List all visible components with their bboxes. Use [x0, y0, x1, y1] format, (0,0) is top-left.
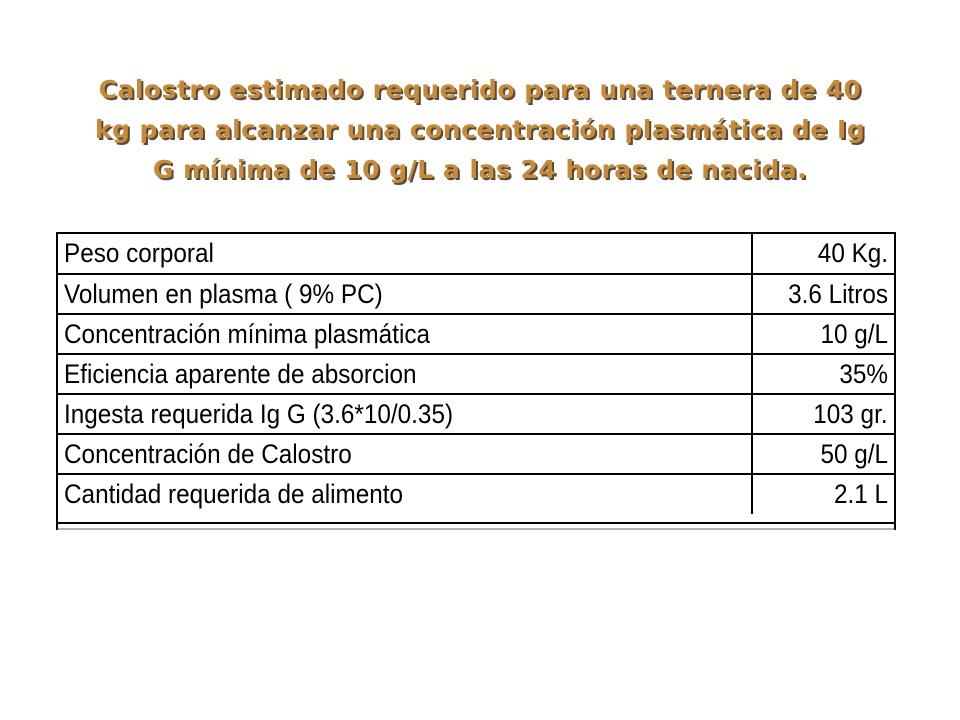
row-label: Volumen en plasma ( 9% PC): [58, 274, 752, 314]
row-label: Eficiencia aparente de absorcion: [58, 354, 752, 394]
row-label: Concentración mínima plasmática: [58, 314, 752, 354]
row-value: 35%: [752, 354, 894, 394]
row-value: 10 g/L: [752, 314, 894, 354]
row-value: 3.6 Litros: [752, 274, 894, 314]
table-row: [58, 354, 894, 394]
row-value: 103 gr.: [752, 394, 894, 434]
row-label: Concentración de Calostro: [58, 434, 752, 474]
table-row: [58, 434, 894, 474]
title-line-2: kg para alcanzar una concentración plasmática de Ig: [94, 115, 866, 144]
title-line-3: G mínima de 10 g/L a las 24 horas de nacida.: [152, 155, 808, 184]
table-bottom-border: [58, 522, 894, 530]
row-label: Peso corporal: [58, 234, 752, 274]
row-value: 40 Kg.: [752, 234, 894, 274]
table-row: [58, 314, 894, 354]
row-value: 2.1 L: [833, 479, 888, 509]
row-label: Cantidad requerida de alimento: [58, 474, 752, 514]
slide-title: [60, 70, 900, 190]
colostrum-table: [56, 232, 896, 530]
table-row: [58, 234, 894, 274]
table-row: [58, 274, 894, 314]
title-line-1: Calostro estimado requerido para una ternera de 40: [98, 75, 862, 104]
table-row: [58, 474, 894, 514]
table-row: [58, 394, 894, 434]
data-table: [58, 234, 894, 514]
row-label: Ingesta requerida Ig G (3.6*10/0.35): [58, 394, 752, 434]
row-value: 50 g/L: [752, 434, 894, 474]
